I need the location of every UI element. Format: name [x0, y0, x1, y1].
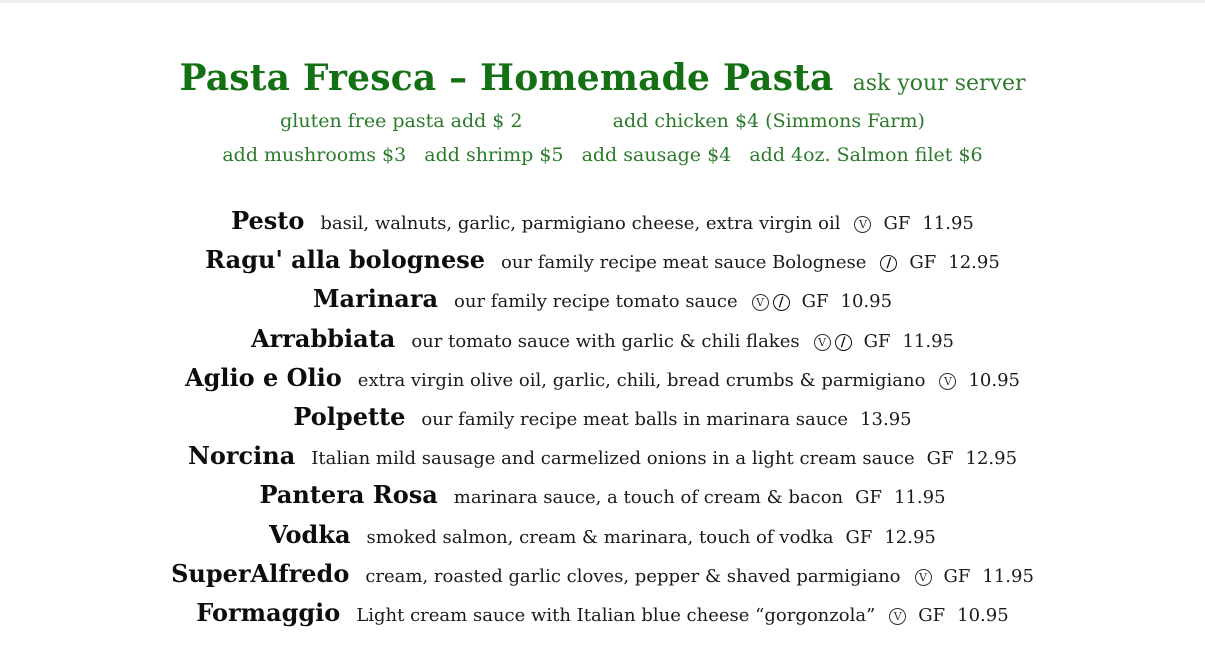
no-pork-icon: / — [773, 294, 790, 311]
menu-item-name: Aglio e Olio — [185, 362, 342, 392]
menu-item-description: smoked salmon, cream & marinara, touch of vodka — [366, 526, 834, 548]
menu-item-price: 11.95 — [922, 213, 974, 234]
dietary-icons — [911, 567, 932, 587]
gluten-free-badge: GF — [863, 330, 891, 352]
addon-sausage: add sausage $4 — [581, 144, 732, 166]
dietary-icons — [935, 371, 956, 391]
menu-header — [0, 52, 1205, 172]
menu-item-price: 10.95 — [968, 369, 1020, 391]
dietary-icons — [748, 292, 790, 312]
menu-item-description: marinara sauce, a touch of cream & bacon — [453, 487, 844, 509]
menu-item-price: 11.95 — [894, 487, 946, 509]
page-title: Pasta Fresca – Homemade Pasta — [179, 57, 834, 99]
menu-item-description: our tomato sauce with garlic & chili flakes — [411, 330, 800, 352]
vegetarian-icon: V — [854, 216, 871, 233]
menu-item-name: Pantera Rosa — [259, 480, 438, 510]
gluten-free-badge: GF — [883, 213, 911, 234]
menu-item-price: 12.95 — [884, 526, 936, 548]
menu-item — [0, 240, 1205, 279]
gluten-free-badge: GF — [943, 565, 971, 587]
addons-line-1 — [0, 104, 1205, 138]
menu-item-description: basil, walnuts, garlic, parmigiano cheese, extra virgin oil — [320, 213, 841, 234]
gluten-free-badge: GF — [801, 291, 829, 313]
menu-item-price: 13.95 — [860, 408, 912, 430]
addon-mushrooms: add mushrooms $3 — [222, 144, 407, 166]
menu-item — [0, 436, 1205, 475]
menu-item-description: our family recipe meat balls in marinara sauce — [421, 408, 849, 430]
vegetarian-icon: V — [889, 608, 906, 625]
vegetarian-icon: V — [939, 373, 956, 390]
no-pork-icon: / — [880, 255, 897, 272]
vegetarian-icon: V — [752, 294, 769, 311]
dietary-icons — [850, 214, 871, 234]
menu-item-name: Norcina — [187, 441, 296, 471]
no-pork-icon: / — [835, 334, 852, 351]
menu-item — [0, 319, 1205, 358]
menu-item-price: 11.95 — [982, 565, 1034, 587]
menu-item-description: Light cream sauce with Italian blue cheese “gorgonzola” — [356, 604, 876, 626]
dietary-icons — [885, 606, 906, 626]
menu-item-name: Vodka — [269, 519, 351, 549]
menu-item-name: Formaggio — [196, 597, 341, 627]
menu-item-description: cream, roasted garlic cloves, pepper & shaved parmigiano — [365, 565, 901, 587]
dietary-icons — [876, 253, 897, 273]
menu-item — [0, 279, 1205, 318]
menu-item-name: Polpette — [293, 401, 406, 431]
menu-item-description: extra virgin olive oil, garlic, chili, bread crumbs & parmigiano — [357, 369, 926, 391]
top-border — [0, 0, 1205, 3]
menu-item-price: 12.95 — [965, 448, 1018, 470]
menu-item-price: 12.95 — [948, 252, 1000, 274]
menu-item-name: SuperAlfredo — [171, 558, 350, 588]
addon-gluten-free: gluten free pasta add $ 2 — [280, 110, 523, 132]
gluten-free-badge: GF — [909, 252, 937, 274]
menu-item — [0, 397, 1205, 436]
addons-line-2 — [0, 138, 1205, 172]
menu-item — [0, 515, 1205, 554]
addon-shrimp: add shrimp $5 — [424, 144, 564, 166]
dietary-icons — [810, 332, 852, 352]
menu-item-description: our family recipe tomato sauce — [454, 291, 738, 313]
menu-item-name: Pesto — [231, 206, 305, 235]
gluten-free-badge: GF — [845, 526, 873, 548]
menu-item-price: 10.95 — [840, 291, 893, 313]
ask-server-note: ask your server — [852, 71, 1026, 96]
gluten-free-badge: GF — [926, 448, 954, 470]
menu-item — [0, 475, 1205, 514]
menu-item-name: Arrabbiata — [251, 323, 396, 353]
menu-item-name: Marinara — [312, 284, 439, 314]
title-row — [0, 52, 1205, 104]
pasta-menu-list — [0, 201, 1205, 632]
menu-item — [0, 201, 1205, 240]
gluten-free-badge: GF — [918, 604, 946, 626]
menu-item-description: Italian mild sausage and carmelized onions in a light cream sauce — [311, 448, 915, 470]
vegetarian-icon: V — [915, 569, 932, 586]
menu-item-price: 10.95 — [957, 604, 1009, 626]
menu-item — [0, 593, 1205, 632]
addon-salmon: add 4oz. Salmon filet $6 — [749, 144, 983, 166]
menu-item — [0, 554, 1205, 593]
addon-chicken: add chicken $4 (Simmons Farm) — [612, 110, 925, 132]
menu-item-description: our family recipe meat sauce Bolognese — [501, 252, 867, 274]
menu-item-price: 11.95 — [902, 330, 954, 352]
menu-item-name: Ragu' alla bolognese — [205, 245, 486, 275]
gluten-free-badge: GF — [855, 487, 883, 509]
vegetarian-icon: V — [814, 334, 831, 351]
menu-item — [0, 358, 1205, 397]
